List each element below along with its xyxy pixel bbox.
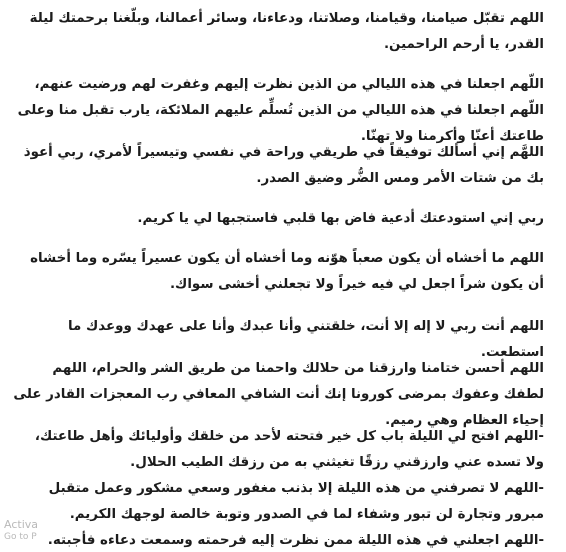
paragraph-2: اللّهم اجعلنا في هذه الليالي من الذين نظرت إليهم وغفرت لهم ورضيت عنهم، اللّهم اجعلنا في هذه الليالي من الذين تُسلِّم عليهم الملائكة، يارب تقبل منا وعلى طاعتك أعنّا وأكرمنا ولا تهنّا. [17, 77, 544, 144]
paragraph-4: ربي إني استودعتك أدعية فاض بها قلبي فاستجبها لي يا كريم. [137, 211, 544, 226]
paragraph-5: اللهم ما أخشاه أن يكون صعباً هوّنه وما أخشاه أن يكون عسيراً يسّره وما أخشاه أن يكون شراً اجعل لي فيه خيراً ولا تجعلني أخشى سواك. [30, 251, 544, 292]
paragraph-7: اللهم أحسن ختامنا وارزقنا من حلالك واحمنا من طريق الشر والحرام، اللهم لطفك وعفوك بمرضى كورونا إنك أنت الشافي المعافي رب المعجزات القادر على إحياء العظام وهي رميم. [13, 361, 544, 428]
paragraph-1: اللهم تقبّل صيامنا، وقيامنا، وصلاتنا، ودعاءنا، وسائر أعمالنا، وبلّغنا برحمتك ليلة القدر، يا أرحم الراحمين. [29, 11, 544, 52]
activation-watermark [4, 518, 54, 544]
watermark-line-1: Activa [4, 518, 38, 531]
paragraph-3: اللهَّم إني أسألك توفيقاً في طريقي وراحة في نفسي وتيسيراً لأمري، ربي أعوذ بك من شتات الأمر ومس الضُّر وضيق الصدر. [23, 145, 544, 186]
paragraph-8: -اللهم افتح لي الليلة باب كل خير فتحته لأحد من خلقك وأوليائك وأهل طاعتك، ولا تسده عني وارزقني رزقًا تغيثني به من رزقك الطيب الحلال. -اللهم لا تصرفني من هذه الليلة إلا بذنب مغفور وسعي مشكور وعمل متقبل مبرور وتجارة لن تبور وشفاء لما في الصدور وتوبة خالصة لوجهك الكريم. -اللهم اجعلني في هذه الليلة ممن نظرت إليه فرحمته وسمعت دعاءه فأجبته. [34, 429, 544, 548]
paragraph-6: اللهم أنت ربي لا إله إلا أنت، خلقتني وأنا عبدك وأنا على عهدك ووعدك ما استطعت. [68, 319, 544, 360]
watermark-line-2: Go to P [4, 532, 37, 542]
